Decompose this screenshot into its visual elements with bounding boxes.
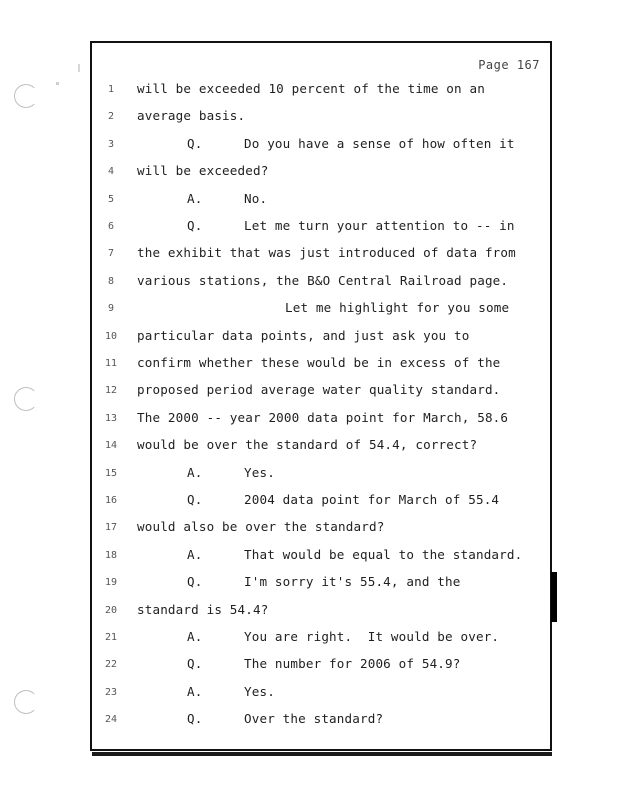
line-number: 17 xyxy=(104,522,118,534)
line-number: 10 xyxy=(104,330,118,342)
line-number: 19 xyxy=(104,577,118,589)
line-number: 9 xyxy=(107,303,115,315)
line-number: 15 xyxy=(104,467,118,479)
speaker-label: Q. xyxy=(187,656,203,672)
line-number: 4 xyxy=(107,166,115,178)
scan-speck xyxy=(56,82,59,85)
line-text: You are right. It would be over. xyxy=(244,629,500,644)
binder-hole-top xyxy=(14,84,38,108)
line-number: 13 xyxy=(104,412,118,424)
line-number: 6 xyxy=(107,221,115,232)
line-text: would also be over the standard? xyxy=(137,519,385,535)
transcript-line xyxy=(92,300,550,326)
transcript-line xyxy=(92,218,550,244)
binder-hole-middle xyxy=(14,387,38,411)
line-text: The 2000 -- year 2000 data point for March, 58.6 xyxy=(137,409,509,425)
line-text: would be over the standard of 54.4, correct? xyxy=(137,437,478,453)
transcript-line xyxy=(92,245,550,271)
line-number: 1 xyxy=(107,84,115,95)
line-text: proposed period average water quality standard. xyxy=(137,382,501,398)
line-text: The number for 2006 of 54.9? xyxy=(244,656,461,672)
scan-edge-mark xyxy=(551,572,557,622)
speaker-label: Q. xyxy=(187,135,203,151)
line-number: 7 xyxy=(107,248,115,260)
transcript-line xyxy=(92,382,550,408)
line-text: Yes. xyxy=(244,683,275,699)
transcript-line xyxy=(92,355,550,381)
transcript-page xyxy=(90,41,552,751)
transcript-line xyxy=(92,191,550,217)
speaker-label: A. xyxy=(187,629,203,644)
page-number-header: Page 167 xyxy=(478,58,540,72)
line-number: 11 xyxy=(104,358,118,369)
speaker-label: Q. xyxy=(187,711,203,727)
line-text: will be exceeded 10 percent of the time on an xyxy=(137,81,485,96)
line-text: I'm sorry it's 55.4, and the xyxy=(244,574,461,590)
binder-hole-bottom xyxy=(14,690,38,714)
transcript-line xyxy=(92,519,550,545)
line-text: various stations, the B&O Central Railroad page. xyxy=(137,272,509,288)
speaker-label: A. xyxy=(187,546,203,562)
speaker-label: A. xyxy=(187,190,203,206)
line-text: Let me highlight for you some xyxy=(285,300,510,316)
transcript-line xyxy=(92,574,550,600)
line-number: 5 xyxy=(107,193,115,205)
line-number: 24 xyxy=(104,714,118,726)
transcript-line xyxy=(92,81,550,107)
speaker-label: A. xyxy=(187,683,203,699)
transcript-line xyxy=(92,602,550,628)
scan-speck xyxy=(78,64,80,72)
transcript-line xyxy=(92,328,550,354)
line-text: Over the standard? xyxy=(244,711,384,727)
line-number: 20 xyxy=(104,604,118,616)
line-text: Yes. xyxy=(244,464,275,480)
transcript-line xyxy=(92,136,550,162)
transcript-line xyxy=(92,273,550,299)
speaker-label: Q. xyxy=(187,492,203,507)
line-number: 23 xyxy=(104,686,118,698)
transcript-line xyxy=(92,711,550,737)
page-bottom-shadow xyxy=(92,752,552,756)
line-text: Let me turn your attention to -- in xyxy=(244,218,515,233)
transcript-line xyxy=(92,547,550,573)
line-number: 18 xyxy=(104,549,118,561)
line-number: 14 xyxy=(104,440,118,452)
line-number: 2 xyxy=(107,111,115,123)
line-text: average basis. xyxy=(137,108,246,124)
line-text: 2004 data point for March of 55.4 xyxy=(244,492,500,507)
line-text: standard is 54.4? xyxy=(137,601,269,617)
transcript-line xyxy=(92,684,550,710)
line-number: 8 xyxy=(107,275,115,287)
line-text: confirm whether these would be in excess of the xyxy=(137,355,501,370)
transcript-line xyxy=(92,492,550,518)
line-text: particular data points, and just ask you to xyxy=(137,327,470,343)
transcript-line xyxy=(92,163,550,189)
line-text: Do you have a sense of how often it xyxy=(244,135,515,151)
line-number: 12 xyxy=(104,385,118,397)
line-text: the exhibit that was just introduced of data from xyxy=(137,245,516,261)
line-text: will be exceeded? xyxy=(137,163,269,179)
transcript-line xyxy=(92,656,550,682)
speaker-label: Q. xyxy=(187,218,203,233)
line-text: No. xyxy=(244,190,268,206)
transcript-line xyxy=(92,410,550,436)
transcript-line xyxy=(92,465,550,491)
line-number: 22 xyxy=(104,659,118,671)
line-number: 16 xyxy=(104,495,118,506)
transcript-line xyxy=(92,437,550,463)
line-text: That would be equal to the standard. xyxy=(244,546,523,562)
line-number: 21 xyxy=(104,632,118,643)
speaker-label: A. xyxy=(187,464,203,480)
speaker-label: Q. xyxy=(187,574,203,590)
transcript-line xyxy=(92,108,550,134)
line-number: 3 xyxy=(107,138,115,150)
transcript-line xyxy=(92,629,550,655)
